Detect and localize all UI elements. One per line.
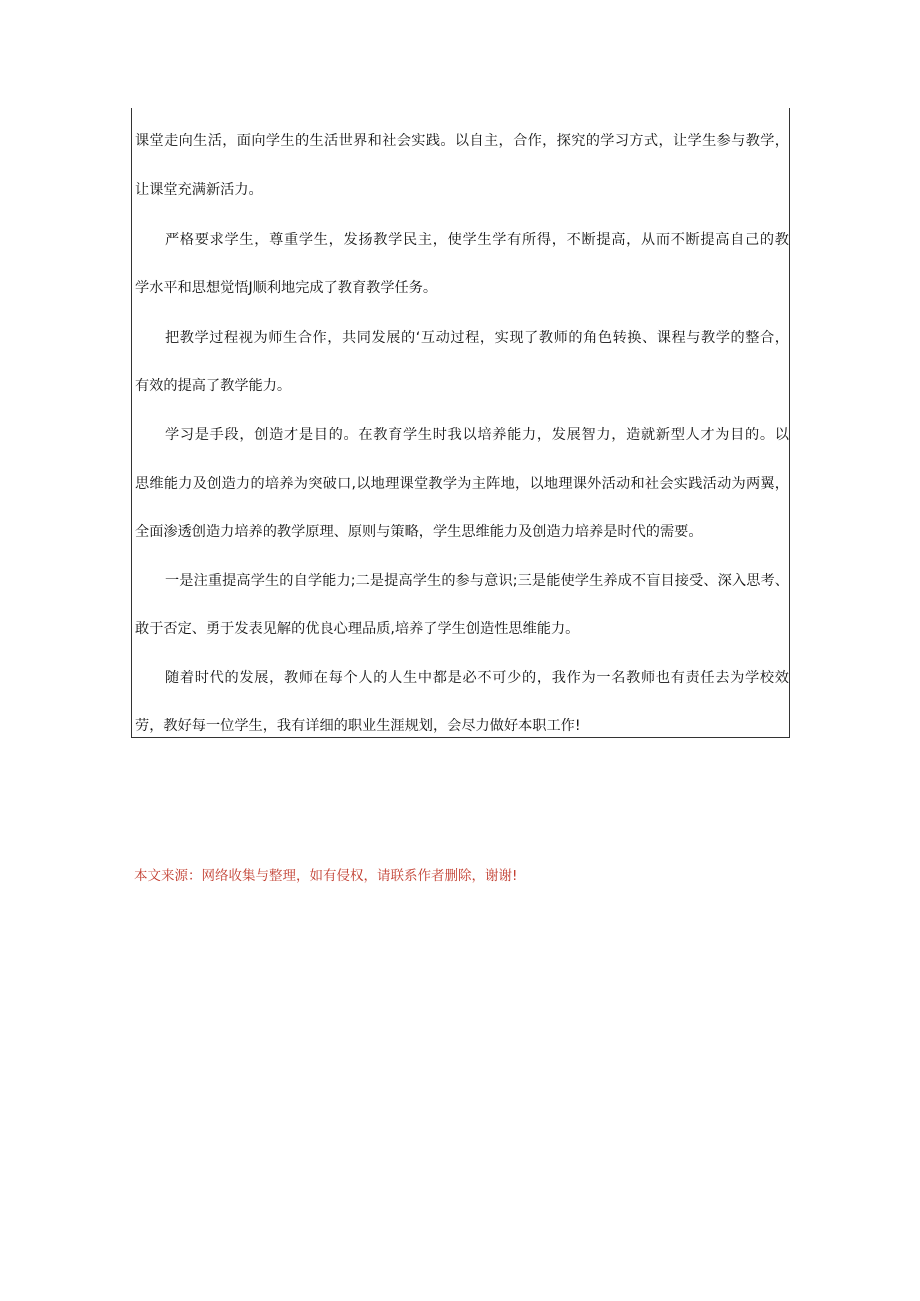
text-line: 敢于否定、勇于发表见解的优良心理品质,培养了学生创造性思维能力。 bbox=[135, 621, 580, 637]
text-line: 全面渗透创造力培养的教学原理、原则与策略，学生思维能力及创造力培养是时代的需要。 bbox=[135, 524, 703, 540]
text-line: 让课堂充满新活力。 bbox=[135, 182, 263, 198]
text-line: 学水平和思想觉悟J顺利地完成了教育教学任务。 bbox=[135, 280, 438, 296]
text-line: 学习是手段，创造才是目的。在教育学生时我以培养能力，发展智力，造就新型人才为目的。以 bbox=[165, 427, 789, 443]
text-line: 思维能力及创造力的培养为突破口,以地理课堂教学为主阵地，以地理课外活动和社会实践活动为两翼， bbox=[135, 476, 789, 492]
text-line: 严格要求学生，尊重学生，发扬教学民主，使学生学有所得，不断提高，从而不断提高自己的教 bbox=[165, 232, 789, 248]
document-box bbox=[131, 108, 790, 738]
text-line: 劳，教好每一位学生，我有详细的职业生涯规划，会尽力做好本职工作! bbox=[135, 718, 581, 734]
text-line: 把教学过程视为师生合作，共同发展的‘互动过程，实现了教师的角色转换、课程与教学的整合， bbox=[165, 330, 789, 346]
text-line: 有效的提高了教学能力。 bbox=[135, 378, 292, 394]
source-note: 本文来源：网络收集与整理，如有侵权，请联系作者删除，谢谢! bbox=[134, 868, 518, 884]
text-line: 一是注重提高学生的自学能力;二是提高学生的参与意识;三是能使学生养成不盲目接受、深入思考、 bbox=[165, 573, 789, 589]
text-line: 随着时代的发展，教师在每个人的人生中都是必不可少的，我作为一名教师也有责任去为学校效 bbox=[165, 670, 789, 686]
text-line: 课堂走向生活，面向学生的生活世界和社会实践。以自主，合作，探究的学习方式，让学生参与教学， bbox=[135, 133, 789, 149]
